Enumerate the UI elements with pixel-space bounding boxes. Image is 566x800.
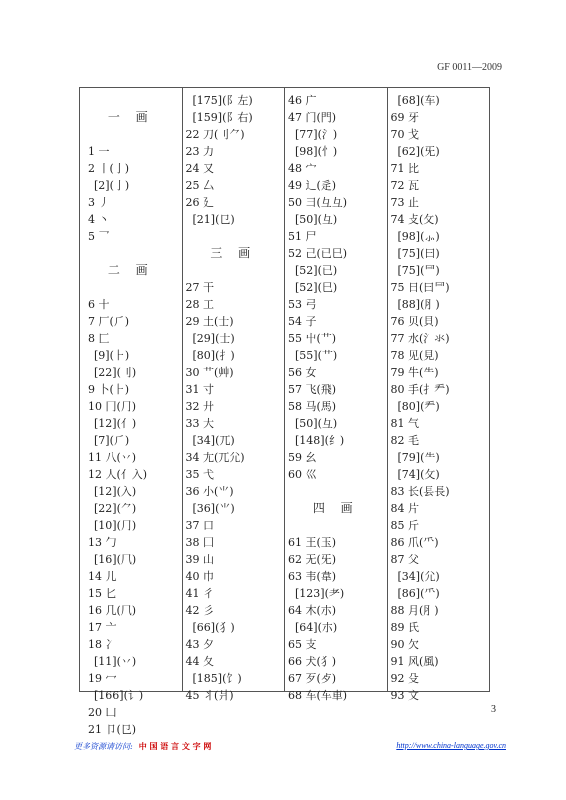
radical-entry: 31 寸 <box>185 383 214 396</box>
radical-entry: 53 弓 <box>288 298 317 311</box>
footer-prompt <box>74 741 211 752</box>
radical-entry: 33 大 <box>185 417 214 430</box>
radical-entry: 15 匕 <box>88 587 117 600</box>
radical-entry: 38 囗 <box>185 536 214 549</box>
radical-entry: 74 攴(攵) <box>390 213 439 226</box>
variant-cross-reference: [64](朩) <box>295 621 338 634</box>
radical-entry: 63 韦(韋) <box>288 570 337 583</box>
radical-entry: 61 王(玉) <box>288 536 337 549</box>
radical-entry: 92 殳 <box>390 672 419 685</box>
radical-table <box>79 87 490 736</box>
radical-entry: 65 支 <box>288 638 317 651</box>
radical-entry: 81 气 <box>390 417 419 430</box>
radical-entry: 82 毛 <box>390 434 419 447</box>
radical-entry: 40 巾 <box>185 570 214 583</box>
stroke-count-heading: 三 画 <box>210 246 257 260</box>
spacer <box>183 228 285 245</box>
radical-entry: 4 丶 <box>88 213 110 226</box>
radical-entry: 34 尢(兀尣) <box>185 451 245 464</box>
radical-entry: 20 凵 <box>88 706 117 719</box>
radical-entry: 67 歹(歺) <box>288 672 337 685</box>
spacer <box>80 279 182 296</box>
variant-cross-reference: [2](亅) <box>94 179 130 192</box>
column-4 <box>388 88 490 702</box>
standard-code: GF 0011—2009 <box>437 62 502 73</box>
radical-entry: 51 尸 <box>288 230 317 243</box>
radical-entry: 42 彡 <box>185 604 214 617</box>
footer-url-link[interactable]: http://www.china-language.gov.cn <box>396 741 506 750</box>
variant-cross-reference: [55](⺾) <box>295 349 338 362</box>
variant-cross-reference: [148](纟) <box>295 434 345 447</box>
variant-cross-reference: [175](阝左) <box>192 94 253 107</box>
variant-cross-reference: [159](阝右) <box>192 111 253 124</box>
variant-cross-reference: [50](彑) <box>295 417 338 430</box>
variant-cross-reference: [52](已) <box>295 264 338 277</box>
radical-entry: 30 艹(艸) <box>185 366 234 379</box>
radical-entry: 77 水(氵氺) <box>390 332 450 345</box>
radical-entry: 41 彳 <box>185 587 214 600</box>
variant-cross-reference: [86](⺥) <box>397 587 440 600</box>
variant-cross-reference: [21](㔾) <box>192 213 235 226</box>
column-3 <box>285 88 388 702</box>
variant-cross-reference: [75](曰) <box>397 247 440 260</box>
radical-entry: 26 廴 <box>185 196 214 209</box>
radical-entry: 84 片 <box>390 502 419 515</box>
radical-entry: 32 廾 <box>185 400 214 413</box>
radical-entry: 70 戈 <box>390 128 419 141</box>
radical-entry: 58 马(馬) <box>288 400 337 413</box>
variant-cross-reference: [22](⺈) <box>94 502 137 515</box>
radical-entry: 83 长(镸長) <box>390 485 450 498</box>
variant-cross-reference: [12](入) <box>94 485 137 498</box>
footer-prompt-text: 更多资源请访问: <box>74 742 133 751</box>
variant-cross-reference: [66](犭) <box>192 621 235 634</box>
radical-entry: 75 日(曰⺜) <box>390 281 450 294</box>
column-2 <box>183 88 286 702</box>
radical-entry: 21 卩(㔾) <box>88 723 137 736</box>
radical-entry: 48 宀 <box>288 162 317 175</box>
radical-entry: 60 巛 <box>288 468 317 481</box>
radical-entry: 36 小(⺌) <box>185 485 234 498</box>
variant-cross-reference: [34](兀) <box>192 434 235 447</box>
radical-entry: 14 儿 <box>88 570 117 583</box>
variant-cross-reference: [185](饣) <box>192 672 242 685</box>
variant-cross-reference: [11](丷) <box>94 655 137 668</box>
radical-entry: 25 厶 <box>185 179 214 192</box>
radical-entry: 8 匚 <box>88 332 110 345</box>
spacer <box>80 92 182 109</box>
radical-entry: 79 牛(⺧) <box>390 366 439 379</box>
radical-entry: 47 门(門) <box>288 111 337 124</box>
radical-entry: 86 爪(⺥) <box>390 536 439 549</box>
radical-entry: 13 勹 <box>88 536 117 549</box>
radical-entry: 17 亠 <box>88 621 117 634</box>
radical-entry: 23 力 <box>185 145 214 158</box>
stroke-count-heading: 一 画 <box>107 110 154 124</box>
variant-cross-reference: [74](攵) <box>397 468 440 481</box>
radical-entry: 89 氏 <box>390 621 419 634</box>
radical-entry: 22 刀(刂⺈) <box>185 128 245 141</box>
radical-entry: 80 手(扌龵) <box>390 383 450 396</box>
radical-entry: 85 斤 <box>390 519 419 532</box>
radical-entry: 11 八(丷) <box>88 451 137 464</box>
spacer <box>80 126 182 143</box>
variant-cross-reference: [52](巳) <box>295 281 338 294</box>
page-number: 3 <box>491 704 496 715</box>
radical-entry: 45 丬(爿) <box>185 689 234 702</box>
radical-entry: 46 广 <box>288 94 317 107</box>
radical-entry: 19 冖 <box>88 672 117 685</box>
radical-entry: 28 工 <box>185 298 214 311</box>
radical-entry: 5 乛 <box>88 230 110 243</box>
radical-entry: 71 比 <box>390 162 419 175</box>
variant-cross-reference: [62](旡) <box>397 145 440 158</box>
radical-entry: 49 辶(辵) <box>288 179 337 192</box>
variant-cross-reference: [80](扌) <box>192 349 235 362</box>
radical-entry: 12 人(亻入) <box>88 468 148 481</box>
radical-entry: 29 土(士) <box>185 315 234 328</box>
spacer <box>285 517 387 534</box>
stroke-count-heading: 二 画 <box>107 263 154 277</box>
radical-entry: 91 风(風) <box>390 655 439 668</box>
variant-cross-reference: [10](⺆) <box>94 519 137 532</box>
variant-cross-reference: [9](⺊) <box>94 349 130 362</box>
radical-entry: 18 冫 <box>88 638 117 651</box>
variant-cross-reference: [16](⺇) <box>94 553 137 566</box>
radical-entry: 76 贝(貝) <box>390 315 439 328</box>
radical-entry: 55 屮(⺾) <box>288 332 337 345</box>
radical-entry: 93 文 <box>390 689 419 702</box>
radical-entry: 39 山 <box>185 553 214 566</box>
radical-entry: 27 干 <box>185 281 214 294</box>
spacer <box>183 262 285 279</box>
variant-cross-reference: [7](⺁) <box>94 434 130 447</box>
variant-cross-reference: [22](刂) <box>94 366 137 379</box>
variant-cross-reference: [36](⺌) <box>192 502 235 515</box>
variant-cross-reference: [166](讠) <box>94 689 144 702</box>
radical-entry: 78 见(見) <box>390 349 439 362</box>
radical-entry: 59 幺 <box>288 451 317 464</box>
radical-entry: 3 丿 <box>88 196 110 209</box>
radical-entry: 37 口 <box>185 519 214 532</box>
radical-entry: 44 夂 <box>185 655 214 668</box>
radical-entry: 2 丨(亅) <box>88 162 130 175</box>
radical-entry: 1 一 <box>88 145 110 158</box>
footer-site-name[interactable]: 中 国 语 言 文 字 网 <box>138 741 212 751</box>
radical-entry: 66 犬(犭) <box>288 655 337 668</box>
variant-cross-reference: [77](氵) <box>295 128 338 141</box>
radical-entry: 87 父 <box>390 553 419 566</box>
radical-entry: 35 弋 <box>185 468 214 481</box>
radical-entry: 52 己(已巳) <box>288 247 348 260</box>
radical-entry: 88 月(⺼) <box>390 604 439 617</box>
variant-cross-reference: [88](⺼) <box>397 298 440 311</box>
radical-entry: 9 卜(⺊) <box>88 383 130 396</box>
radical-entry: 50 彐(彑彑) <box>288 196 348 209</box>
stroke-count-heading: 四 画 <box>312 501 359 515</box>
radical-entry: 6 十 <box>88 298 110 311</box>
radical-entry: 62 无(旡) <box>288 553 337 566</box>
variant-cross-reference: [79](⺧) <box>397 451 440 464</box>
radical-entry: 64 木(朩) <box>288 604 337 617</box>
radical-entry: 73 止 <box>390 196 419 209</box>
variant-cross-reference: [68](⻋) <box>397 94 440 107</box>
variant-cross-reference: [98](⺗) <box>397 230 440 243</box>
spacer <box>80 245 182 262</box>
variant-cross-reference: [12](亻) <box>94 417 137 430</box>
variant-cross-reference: [75](⺜) <box>397 264 440 277</box>
variant-cross-reference: [80](龵) <box>397 400 440 413</box>
variant-cross-reference: [50](彑) <box>295 213 338 226</box>
column-1 <box>80 88 183 736</box>
radical-entry: 56 女 <box>288 366 317 379</box>
radical-entry: 24 又 <box>185 162 214 175</box>
radical-entry: 69 牙 <box>390 111 419 124</box>
variant-cross-reference: [123](⺹) <box>295 587 345 600</box>
radical-entry: 57 飞(飛) <box>288 383 337 396</box>
radical-entry: 43 夕 <box>185 638 214 651</box>
radical-entry: 10 冂(⺆) <box>88 400 137 413</box>
radical-entry: 54 子 <box>288 315 317 328</box>
radical-entry: 16 几(⺇) <box>88 604 137 617</box>
radical-entry: 72 瓦 <box>390 179 419 192</box>
variant-cross-reference: [98](忄) <box>295 145 338 158</box>
spacer <box>285 483 387 500</box>
radical-entry: 90 欠 <box>390 638 419 651</box>
variant-cross-reference: [34](尣) <box>397 570 440 583</box>
variant-cross-reference: [29](士) <box>192 332 235 345</box>
radical-entry: 7 厂(⺁) <box>88 315 130 328</box>
radical-entry: 68 车(⻋車) <box>288 689 348 702</box>
